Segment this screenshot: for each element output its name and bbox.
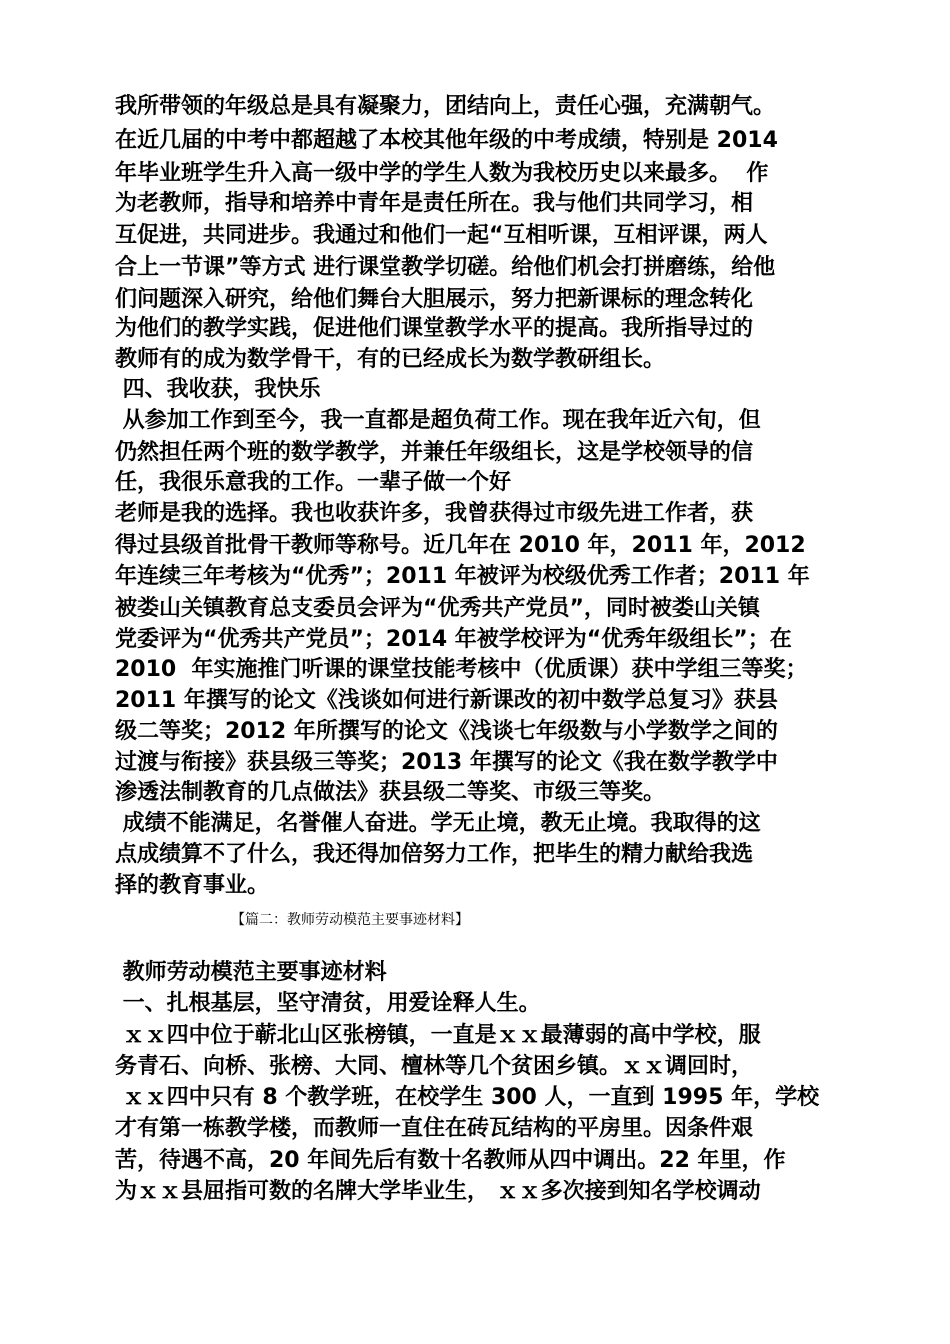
text-line: 苦，待遇不高，20 年间先后有数十名教师从四中调出。22 年里，作 — [115, 1148, 786, 1173]
text-line: 为ｘｘ县屈指可数的名牌大学毕业生， ｘｘ多次接到知名学校调动 — [115, 1179, 761, 1204]
text-line: 教师有的成为数学骨干，有的已经成长为数学教研组长。 — [115, 347, 666, 372]
text-line: 级二等奖；2012 年所撰写的论文《浅谈七年级数与小学数学之间的 — [115, 719, 778, 744]
text-line: 们问题深入研究，给他们舞台大胆展示，努力把新课标的理念转化 — [115, 287, 754, 312]
text-line: 任，我很乐意我的工作。一辈子做一个好 — [115, 470, 512, 495]
text-line: 点成绩算不了什么，我还得加倍努力工作，把毕生的精力献给我选 — [115, 842, 754, 867]
text-line: ｘｘ四中只有 8 个教学班，在校学生 300 人，一直到 1995 年，学校 — [115, 1085, 820, 1110]
text-line: 仍然担任两个班的数学教学，并兼任年级组长，这是学校领导的信 — [115, 440, 754, 465]
text-line: 年连续三年考核为“优秀”；2011 年被评为校级优秀工作者；2011 年 — [115, 564, 810, 589]
text-line: 成绩不能满足，名誉催人奋进。学无止境，教无止境。我取得的这 — [115, 811, 761, 836]
text-line: 年毕业班学生升入高一级中学的学生人数为我校历史以来最多。 作 — [115, 161, 769, 186]
text-line: 我所带领的年级总是具有凝聚力，团结向上，责任心强，充满朝气。 — [115, 94, 776, 119]
text-line: 为他们的教学实践，促进他们课堂教学水平的提高。我所指导过的 — [115, 316, 754, 341]
section-caption: 【篇二：教师劳动模范主要事迹材料】 — [231, 912, 469, 928]
text-line: 在近几届的中考中都超越了本校其他年级的中考成绩，特别是 2014 — [115, 128, 778, 153]
text-line: 才有第一栋教学楼，而教师一直住在砖瓦结构的平房里。因条件艰 — [115, 1116, 754, 1141]
text-line: 渗透法制教育的几点做法》获县级二等奖、市级三等奖。 — [115, 780, 666, 805]
text-line: 从参加工作到至今，我一直都是超负荷工作。现在我年近六旬，但 — [115, 408, 761, 433]
text-line: ｘｘ四中位于蕲北山区张榜镇，一直是ｘｘ最薄弱的高中学校，服 — [115, 1023, 761, 1048]
text-line: 合上一节课”等方式 进行课堂教学切磋。给他们机会打拼磨练，给他 — [115, 255, 776, 280]
text-line: 得过县级首批骨干教师等称号。近几年在 2010 年，2011 年，2012 — [115, 533, 806, 558]
text-line: 为老教师，指导和培养中青年是责任所在。我与他们共同学习，相 — [115, 191, 754, 216]
text-line: 务青石、向桥、张榜、大同、檀林等几个贫困乡镇。ｘｘ调回时， — [115, 1054, 754, 1079]
text-line: 择的教育事业。 — [115, 873, 270, 898]
document-title: 教师劳动模范主要事迹材料 — [115, 960, 387, 985]
text-line: 老师是我的选择。我也收获许多，我曾获得过市级先进工作者，获 — [115, 501, 754, 526]
section-heading: 四、我收获，我快乐 — [115, 377, 321, 402]
text-line: 2010 年实施推门听课的课堂技能考核中（优质课）获中学组三等奖； — [115, 657, 808, 682]
text-line: 2011 年撰写的论文《浅谈如何进行新课改的初中数学总复习》获县 — [115, 688, 778, 713]
text-line: 被娄山关镇教育总支委员会评为“优秀共产党员”，同时被娄山关镇 — [115, 596, 760, 621]
section-heading: 一、扎根基层，坚守清贫，用爱诠释人生。 — [115, 991, 541, 1016]
text-line: 过渡与衔接》获县级三等奖；2013 年撰写的论文《我在数学教学中 — [115, 750, 778, 775]
text-line: 党委评为“优秀共产党员”；2014 年被学校评为“优秀年级组长”；在 — [115, 627, 792, 652]
text-line: 互促进，共同进步。我通过和他们一起“互相听课，互相评课，两人 — [115, 223, 768, 248]
